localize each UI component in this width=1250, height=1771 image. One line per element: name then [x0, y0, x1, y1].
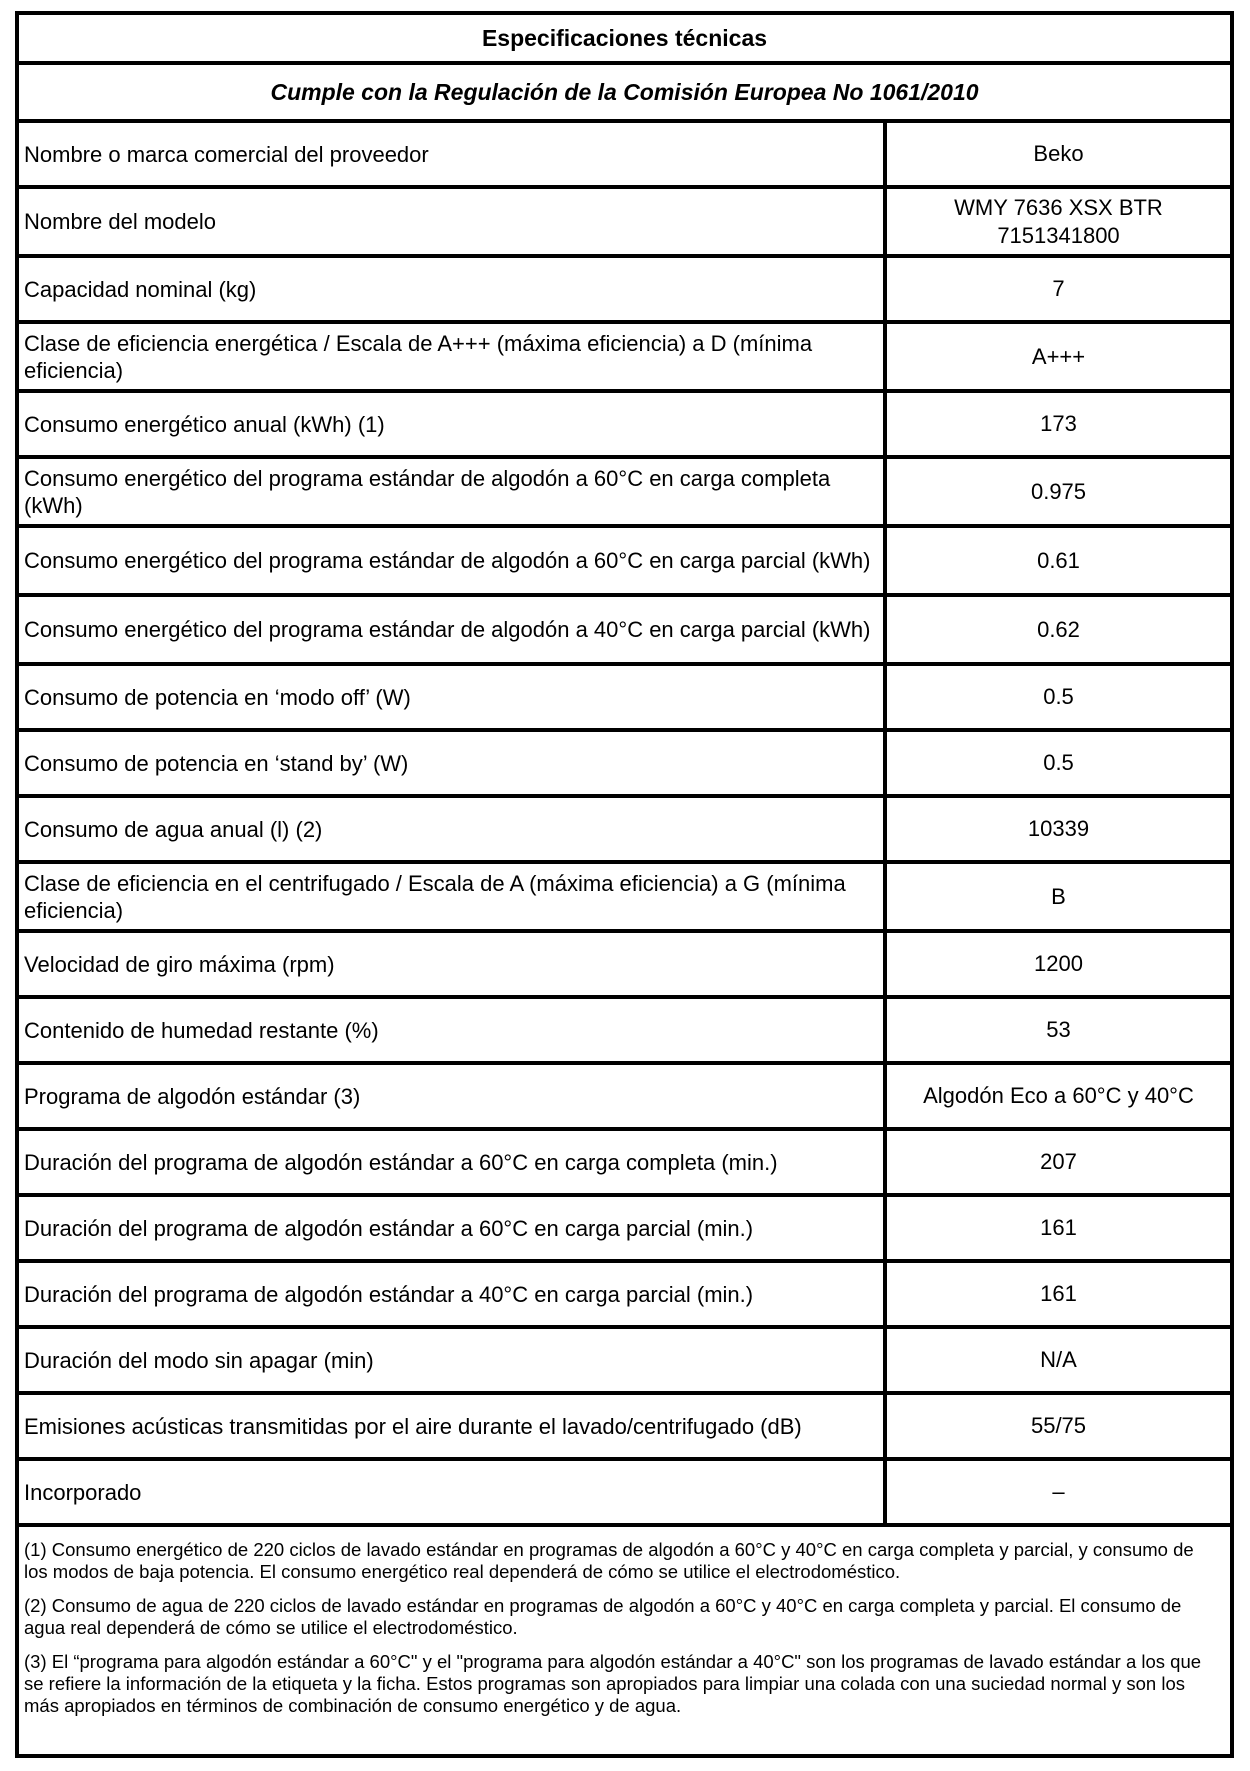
spec-row	[19, 732, 1230, 798]
spec-label: Emisiones acústicas transmitidas por el aire durante el lavado/centrifugado (dB)	[19, 1395, 887, 1457]
regulation-subtitle: Cumple con la Regulación de la Comisión Europea No 1061/2010	[19, 65, 1230, 123]
spec-row	[19, 258, 1230, 324]
spec-label: Velocidad de giro máxima (rpm)	[19, 933, 887, 995]
spec-label: Consumo energético del programa estándar de algodón a 60°C en carga completa (kWh)	[19, 459, 887, 524]
spec-label: Clase de eficiencia energética / Escala de A+++ (máxima eficiencia) a D (mínima eficiencia)	[19, 324, 887, 389]
spec-value	[887, 864, 1230, 929]
spec-row	[19, 999, 1230, 1065]
spec-value-line: 173	[1040, 411, 1077, 436]
sheet-title: Especificaciones técnicas	[19, 15, 1230, 65]
spec-value	[887, 933, 1230, 995]
spec-value-line: 0.975	[1030, 478, 1087, 504]
footnote: (1) Consumo energético de 220 ciclos de lavado estándar en programas de algodón a 60°C y 40°C en carga completa y parcial, y consumo de los modos de baja potencia. El consumo energético real dependerá de cómo se utilice el electrodoméstico.	[24, 1539, 1194, 1582]
footnotes	[19, 1527, 1230, 1754]
spec-label: Duración del programa de algodón estándar a 40°C en carga parcial (min.)	[19, 1263, 887, 1325]
spec-value	[887, 1131, 1230, 1193]
spec-value	[887, 1461, 1230, 1523]
spec-value-line: –	[1052, 1479, 1065, 1504]
spec-value-line: WMY 7636 XSX BTR	[954, 194, 1163, 220]
spec-value	[887, 258, 1230, 320]
spec-value	[887, 324, 1230, 389]
footnote: (3) El “programa para algodón estándar a 60°C" y el "programa para algodón estándar a 40°C" son los programas de lavado estándar a los que se refiere la información de la etiqueta y la ficha. Estos programas son apropiados para limpiar una colada con una suciedad normal y son los más apropiados en términos de combinación de consumo energético y de agua.	[24, 1651, 1202, 1716]
spec-row	[19, 1197, 1230, 1263]
spec-row	[19, 189, 1230, 258]
spec-value	[887, 1263, 1230, 1325]
spec-row	[19, 1461, 1230, 1527]
spec-label: Duración del modo sin apagar (min)	[19, 1329, 887, 1391]
spec-label: Contenido de humedad restante (%)	[19, 999, 887, 1061]
spec-label: Nombre del modelo	[19, 189, 887, 254]
spec-value-line: 0.61	[1037, 547, 1080, 573]
spec-value-line: 161	[1040, 1215, 1077, 1240]
spec-label: Programa de algodón estándar (3)	[19, 1065, 887, 1127]
spec-value	[887, 1065, 1230, 1127]
spec-row	[19, 528, 1230, 597]
spec-row	[19, 666, 1230, 732]
spec-label: Duración del programa de algodón estándar a 60°C en carga parcial (min.)	[19, 1197, 887, 1259]
spec-value	[887, 666, 1230, 728]
spec-row	[19, 1131, 1230, 1197]
spec-value-line: 7151341800	[997, 222, 1120, 248]
spec-value-line: 161	[1040, 1281, 1077, 1306]
spec-row	[19, 864, 1230, 933]
spec-value	[887, 189, 1230, 254]
spec-label: Consumo energético del programa estándar de algodón a 40°C en carga parcial (kWh)	[19, 597, 887, 662]
spec-value-line: N/A	[1040, 1347, 1077, 1372]
spec-value-line: Beko	[1033, 141, 1084, 166]
spec-value-line: 10339	[1027, 816, 1090, 841]
spec-value	[887, 732, 1230, 794]
spec-value	[887, 1197, 1230, 1259]
spec-row	[19, 798, 1230, 864]
spec-label: Consumo energético del programa estándar de algodón a 60°C en carga parcial (kWh)	[19, 528, 887, 593]
spec-value	[887, 459, 1230, 524]
spec-table	[19, 123, 1230, 1527]
spec-label: Consumo de potencia en ‘stand by’ (W)	[19, 732, 887, 794]
spec-row	[19, 324, 1230, 393]
spec-value-line: 53	[1046, 1017, 1071, 1042]
spec-label: Consumo de agua anual (l) (2)	[19, 798, 887, 860]
spec-row	[19, 1065, 1230, 1131]
spec-label: Capacidad nominal (kg)	[19, 258, 887, 320]
spec-value-line: B	[1051, 883, 1066, 909]
spec-value-line: 207	[1040, 1149, 1077, 1174]
spec-row	[19, 123, 1230, 189]
spec-row	[19, 1395, 1230, 1461]
spec-value	[887, 1329, 1230, 1391]
spec-label: Consumo de potencia en ‘modo off’ (W)	[19, 666, 887, 728]
spec-value-line: A+++	[1031, 343, 1086, 369]
spec-value-line: 0.5	[1043, 750, 1074, 775]
spec-label: Nombre o marca comercial del proveedor	[19, 123, 887, 185]
spec-label: Duración del programa de algodón estándar a 60°C en carga completa (min.)	[19, 1131, 887, 1193]
spec-value	[887, 798, 1230, 860]
spec-value	[887, 597, 1230, 662]
spec-row	[19, 597, 1230, 666]
spec-label: Incorporado	[19, 1461, 887, 1523]
spec-value	[887, 393, 1230, 455]
spec-row	[19, 933, 1230, 999]
spec-value	[887, 1395, 1230, 1457]
spec-label: Clase de eficiencia en el centrifugado / Escala de A (máxima eficiencia) a G (mínima eficiencia)	[19, 864, 887, 929]
footnote: (2) Consumo de agua de 220 ciclos de lavado estándar en programas de algodón a 60°C y 40°C en carga completa y parcial. El consumo de agua real dependerá de cómo se utilice el electrodoméstico.	[24, 1595, 1182, 1638]
spec-value-line: 55/75	[1030, 1413, 1087, 1438]
spec-value-line: 0.62	[1037, 616, 1080, 642]
spec-label: Consumo energético anual (kWh) (1)	[19, 393, 887, 455]
spec-value	[887, 123, 1230, 185]
spec-row	[19, 1329, 1230, 1395]
spec-value	[887, 999, 1230, 1061]
spec-row	[19, 459, 1230, 528]
spec-value-line: 1200	[1034, 951, 1083, 976]
spec-sheet	[15, 11, 1234, 1758]
spec-value-line: Algodón Eco a 60°C y 40°C	[923, 1083, 1194, 1108]
spec-row	[19, 1263, 1230, 1329]
spec-value	[887, 528, 1230, 593]
spec-value-line: 7	[1052, 276, 1065, 301]
spec-value-line: 0.5	[1043, 684, 1074, 709]
spec-row	[19, 393, 1230, 459]
